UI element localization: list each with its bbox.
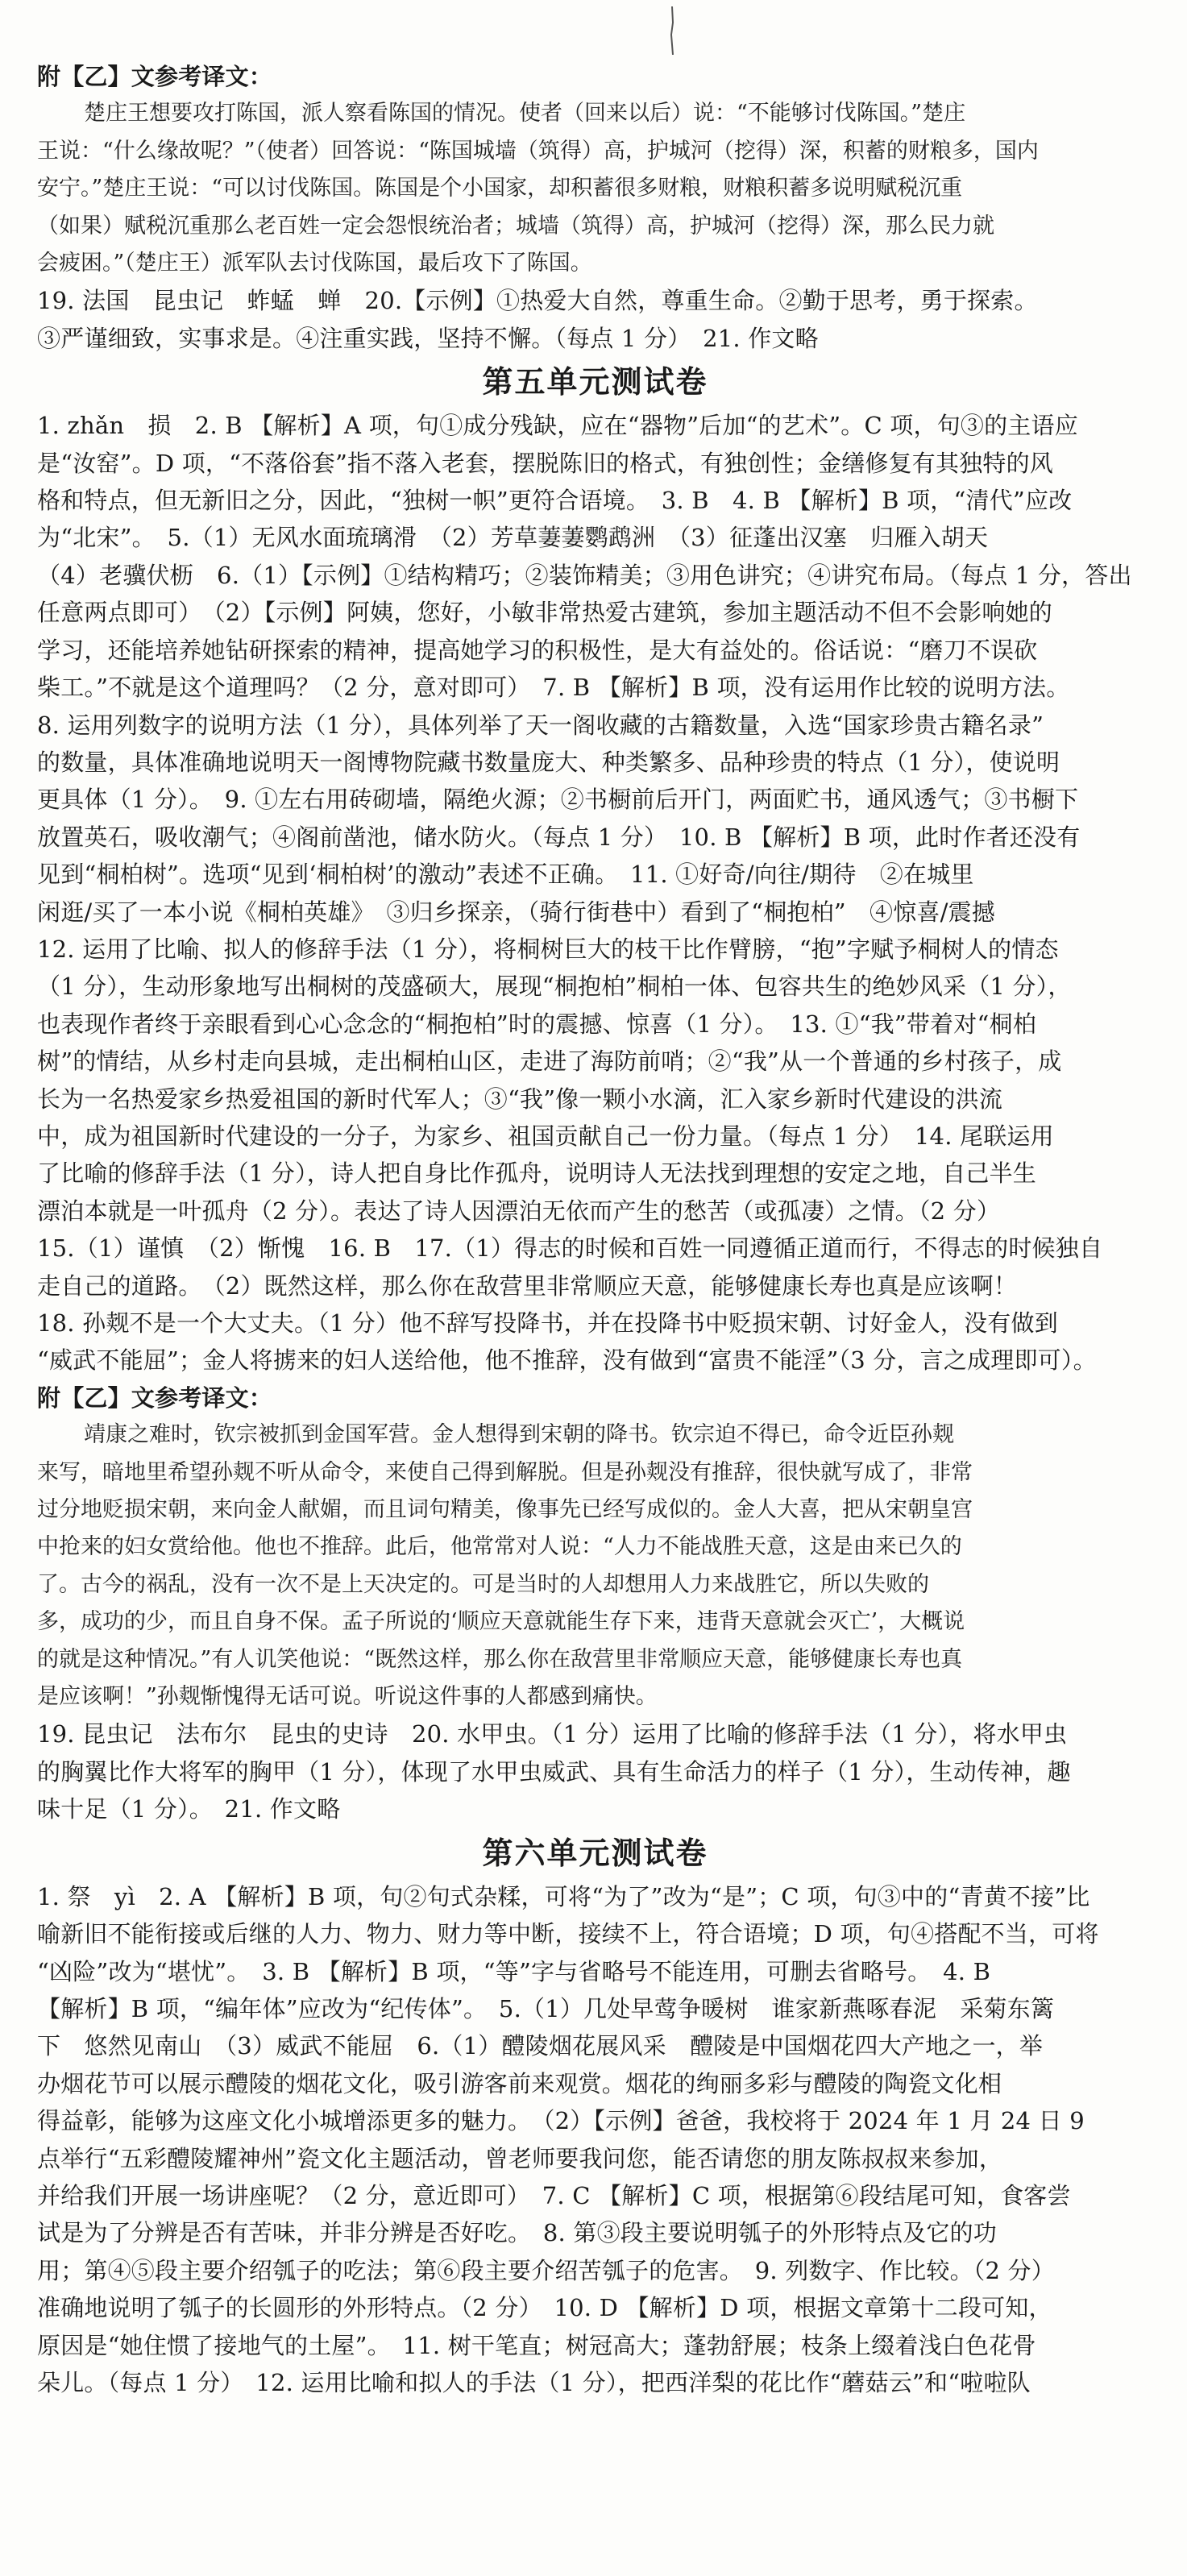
annex2-lines-line: 的就是这种情况。”有人讥笑他说：“既然这样，那么你在敌营里非常顺应天意，能够健康长寿也真 bbox=[37, 1646, 963, 1672]
unit5-title: 第五单元测试卷 bbox=[482, 364, 708, 400]
unit6-lines-line: 1. 祭 yì 2. A 【解析】B 项，句②句式杂糅，可将“为了”改为“是”；C 项，句③中的“青黄不接”比 bbox=[37, 1882, 1090, 1910]
annex2-translation bbox=[37, 1417, 1153, 1715]
section4-tail-line: 19. 法国 昆虫记 蚱蜢 蝉 20.【示例】①热爱大自然，尊重生命。②勤于思考，勇于探索。 bbox=[37, 287, 1038, 315]
unit5-answers bbox=[37, 407, 1153, 1379]
annex1-translation bbox=[37, 95, 1153, 282]
unit6-lines-line: 原因是“她住惯了接地气的土屋”。 11. 树干笔直；树冠高大；蓬勃舒展；枝条上缀着浅白色花骨 bbox=[37, 2331, 1036, 2359]
annex1-lines-line: 王说：“什么缘故呢？”（使者）回答说：“陈国城墙（筑得）高，护城河（挖得）深，积蓄的财粮多，国内 bbox=[37, 138, 1039, 164]
annex2-lines-line: 中抢来的妇女赏给他。他也不推辞。此后，他常常对人说：“人力不能战胜天意，这是由来已久的 bbox=[37, 1534, 962, 1560]
unit6-lines-line: 试是为了分辨是否有苦味，并非分辨是否好吃。 8. 第③段主要说明瓠子的外形特点及它的功 bbox=[37, 2219, 997, 2247]
unit5-lines-line: 15.（1）谨慎 （2）惭愧 16. B 17.（1）得志的时候和百姓一同遵循正道而行，不得志的时候独自 bbox=[37, 1234, 1103, 1263]
section4-tail bbox=[37, 282, 1153, 357]
unit6-lines-line: 办烟花节可以展示醴陵的烟花文化，吸引游客前来观赏。烟花的绚丽多彩与醴陵的陶瓷文化相 bbox=[37, 2069, 1002, 2097]
unit5-lines-line: 柴工。”不就是这个道理吗？（2 分，意对即可） 7. B 【解析】B 项，没有运用作比较的说明方法。 bbox=[37, 674, 1070, 702]
annex2-lines-line: 过分地贬损宋朝，来向金人献媚，而且词句精美，像事先已经写成似的。金人大喜，把从宋朝皇宫 bbox=[37, 1497, 973, 1523]
unit5-lines-line: 也表现作者终于亲眼看到心心念念的“桐抱柏”时的震撼、惊喜（1 分）。 13. ①“我”带着对“桐柏 bbox=[37, 1010, 1036, 1038]
annex2-lines-line: 多，成功的少，而且自身不保。孟子所说的‘顺应天意就能生存下来，违背天意就会灭亡’，大概说 bbox=[37, 1609, 965, 1635]
unit6-answers bbox=[37, 1878, 1153, 2402]
unit5-lines-line: （4）老骥伏枥 6.（1）【示例】①结构精巧；②装饰精美；③用色讲究；④讲究布局。（每点 1 分，答出 bbox=[37, 561, 1132, 589]
unit5-tail-line: 的胸翼比作大将军的胸甲（1 分），体现了水甲虫威武、具有生命活力的样子（1 分），生动传神，趣 bbox=[37, 1757, 1071, 1786]
unit5-lines-line: 长为一名热爱家乡热爱祖国的新时代军人；③“我”像一颗小水滴，汇入家乡新时代建设的洪流 bbox=[37, 1085, 1003, 1113]
unit5-lines-line: 走自己的道路。 （2）既然这样，那么你在敌营里非常顺应天意，能够健康长寿也真是应该啊！ bbox=[37, 1271, 1018, 1300]
unit5-lines-line: 漂泊本就是一叶孤舟（2 分）。表达了诗人因漂泊无依而产生的愁苦（或孤凄）之情。（2 分） bbox=[37, 1197, 1001, 1225]
unit5-lines-line: 12. 运用了比喻、拟人的修辞手法（1 分），将桐树巨大的枝干比作臂膀，“抱”字赋予桐树人的情态 bbox=[37, 935, 1059, 963]
scan-mark bbox=[669, 6, 675, 55]
unit5-lines-line: 闲逛/买了一本小说《桐柏英雄》 ③归乡探亲，（骑行街巷中）看到了“桐抱柏” ④惊喜/震撼 bbox=[37, 898, 995, 926]
unit5-lines-line: 1. zhǎn 损 2. B 【解析】A 项，句①成分残缺，应在“器物”后加“的艺术”。C 项，句③的主语应 bbox=[37, 412, 1078, 440]
unit5-tail-line: 味十足（1 分）。 21. 作文略 bbox=[37, 1795, 341, 1823]
annex2-lines-line: 来写，暗地里希望孙觌不听从命令，来使自己得到解脱。但是孙觌没有推辞，很快就写成了，非常 bbox=[37, 1459, 973, 1485]
unit6-lines-line: 并给我们开展一场讲座呢？（2 分，意近即可） 7. C 【解析】C 项，根据第⑥段结尾可知，食客尝 bbox=[37, 2181, 1071, 2209]
section4-tail-line: ③严谨细致，实事求是。④注重实践，坚持不懈。（每点 1 分） 21. 作文略 bbox=[37, 324, 819, 352]
unit6-lines-line: 用；第④⑤段主要介绍瓠子的吃法；第⑥段主要介绍苦瓠子的危害。 9. 列数字、作比较。（2 分） bbox=[37, 2256, 1055, 2284]
unit5-tail bbox=[37, 1715, 1153, 1827]
annex1-lines-line: 楚庄王想要攻打陈国，派人察看陈国的情况。使者（回来以后）说：“不能够讨伐陈国。”楚庄 bbox=[84, 101, 966, 127]
unit6-lines-line: “凶险”改为“堪忧”。 3. B 【解析】B 项，“等”字与省略号不能连用，可删去省略号。 4. B bbox=[37, 1957, 991, 1985]
unit5-lines-line: 学习，还能培养她钻研探索的精神，提高她学习的积极性，是大有益处的。俗话说：“磨刀不误砍 bbox=[37, 636, 1038, 664]
annex1-label: 附【乙】文参考译文： bbox=[37, 63, 273, 90]
annex2-lines-line: 靖康之难时，钦宗被抓到金国军营。金人想得到宋朝的降书。钦宗迫不得已，命令近臣孙觌 bbox=[84, 1422, 954, 1448]
unit6-lines-line: 点举行“五彩醴陵耀神州”瓷文化主题活动，曾老师要我问您，能否请您的朋友陈叔叔来参加， bbox=[37, 2144, 1003, 2172]
unit5-lines-line: “威武不能屈”；金人将掳来的妇人送给他，他不推辞，没有做到“富贵不能淫”（3 分，言之成理即可）。 bbox=[37, 1346, 1097, 1375]
annex1-lines-line: （如果）赋税沉重那么老百姓一定会怨恨统治者；城墙（筑得）高，护城河（挖得）深，那么民力就 bbox=[37, 213, 994, 239]
annex2-label: 附【乙】文参考译文： bbox=[37, 1383, 273, 1412]
unit5-lines-line: 的数量，具体准确地说明天一阁博物院藏书数量庞大、种类繁多、品种珍贵的特点（1 分），使说明 bbox=[37, 748, 1060, 776]
unit5-lines-line: 了比喻的修辞手法（1 分），诗人把自身比作孤舟，说明诗人无法找到理想的安定之地，自己半生 bbox=[37, 1159, 1036, 1188]
unit6-lines-line: 喻新旧不能衔接或后继的人力、物力、财力等中断，接续不上，符合语境；D 项，句④搭配不当，可将 bbox=[37, 1920, 1099, 1948]
unit5-tail-line: 19. 昆虫记 法布尔 昆虫的史诗 20. 水甲虫。（1 分）运用了比喻的修辞手法（1 分），将水甲虫 bbox=[37, 1720, 1068, 1748]
annex1-lines-line: 会疲困。”（楚庄王）派军队去讨伐陈国，最后攻下了陈国。 bbox=[37, 251, 592, 276]
unit5-lines-line: 更具体（1 分）。 9. ①左右用砖砌墙，隔绝火源；②书橱前后开门，两面贮书，通风透气；③书橱下 bbox=[37, 786, 1079, 814]
answer-key bbox=[37, 58, 1153, 2401]
unit5-lines-line: 8. 运用列数字的说明方法（1 分），具体列举了天一阁收藏的古籍数量，入选“国家珍贵古籍名录” bbox=[37, 711, 1044, 739]
unit5-lines-line: 任意两点即可） （2）【示例】阿姨，您好，小敏非常热爱古建筑，参加主题活动不但不会影响她的 bbox=[37, 599, 1052, 627]
unit5-lines-line: 放置英石，吸收潮气；④阁前凿池，储水防火。（每点 1 分） 10. B 【解析】B 项，此时作者还没有 bbox=[37, 823, 1081, 851]
unit5-lines-line: 为“北宋”。 5.（1）无风水面琉璃滑 （2）芳草萋萋鹦鹉洲 （3）征蓬出汉塞 归雁入胡天 bbox=[37, 524, 989, 552]
annex2-lines-line: 了。古今的祸乱，没有一次不是上天决定的。可是当时的人却想用人力来战胜它，所以失败的 bbox=[37, 1571, 929, 1597]
unit5-lines-line: 中，成为祖国新时代建设的一分子，为家乡、祖国贡献自己一份力量。（每点 1 分） 14. 尾联运用 bbox=[37, 1122, 1054, 1150]
unit6-title: 第六单元测试卷 bbox=[482, 1835, 708, 1871]
unit6-lines-line: 【解析】B 项，“编年体”应改为“纪传体”。 5.（1）几处早莺争暖树 谁家新燕啄春泥 采菊东篱 bbox=[37, 1994, 1055, 2022]
unit5-lines-line: 见到“桐柏树”。选项“见到‘桐柏树’的激动”表述不正确。 11. ①好奇/向往/期待 ②在城里 bbox=[37, 861, 974, 889]
unit6-lines-line: 得益彰，能够为这座文化小城增添更多的魅力。 （2）【示例】爸爸，我校将于 2024 年 1 月 24 日 9 bbox=[37, 2107, 1085, 2135]
unit6-lines-line: 朵儿。（每点 1 分） 12. 运用比喻和拟人的手法（1 分），把西洋梨的花比作“蘑菇云”和“啦啦队 bbox=[37, 2368, 1031, 2396]
unit5-lines-line: 是“汝窑”。D 项，“不落俗套”指不落入老套，摆脱陈旧的格式，有独创性；金缮修复有其独特的风 bbox=[37, 449, 1053, 477]
annex2-lines-line: 是应该啊！”孙觌惭愧得无话可说。听说这件事的人都感到痛快。 bbox=[37, 1684, 658, 1710]
unit6-lines-line: 下 悠然见南山 （3）威武不能屈 6.（1）醴陵烟花展风采 醴陵是中国烟花四大产地之一，举 bbox=[37, 2032, 1044, 2060]
unit5-lines-line: 树”的情结，从乡村走向县城，走出桐柏山区，走进了海防前哨；②“我”从一个普通的乡村孩子，成 bbox=[37, 1047, 1062, 1076]
unit6-lines-line: 准确地说明了瓠子的长圆形的外形特点。（2 分） 10. D 【解析】D 项，根据文章第十二段可知， bbox=[37, 2294, 1052, 2322]
unit5-lines-line: 18. 孙觌不是一个大丈夫。（1 分）他不辞写投降书，并在投降书中贬损宋朝、讨好金人，没有做到 bbox=[37, 1309, 1058, 1337]
unit5-lines-line: 格和特点，但无新旧之分，因此，“独树一帜”更符合语境。 3. B 4. B 【解析】B 项，“清代”应改 bbox=[37, 487, 1073, 515]
unit5-lines-line: （1 分），生动形象地写出桐树的茂盛硕大，展现“桐抱柏”桐柏一体、包容共生的绝妙风采（1 分）， bbox=[37, 973, 1072, 1001]
annex1-lines-line: 安宁。”楚庄王说：“可以讨伐陈国。陈国是个小国家，却积蓄很多财粮，财粮积蓄多说明赋税沉重 bbox=[37, 176, 963, 201]
